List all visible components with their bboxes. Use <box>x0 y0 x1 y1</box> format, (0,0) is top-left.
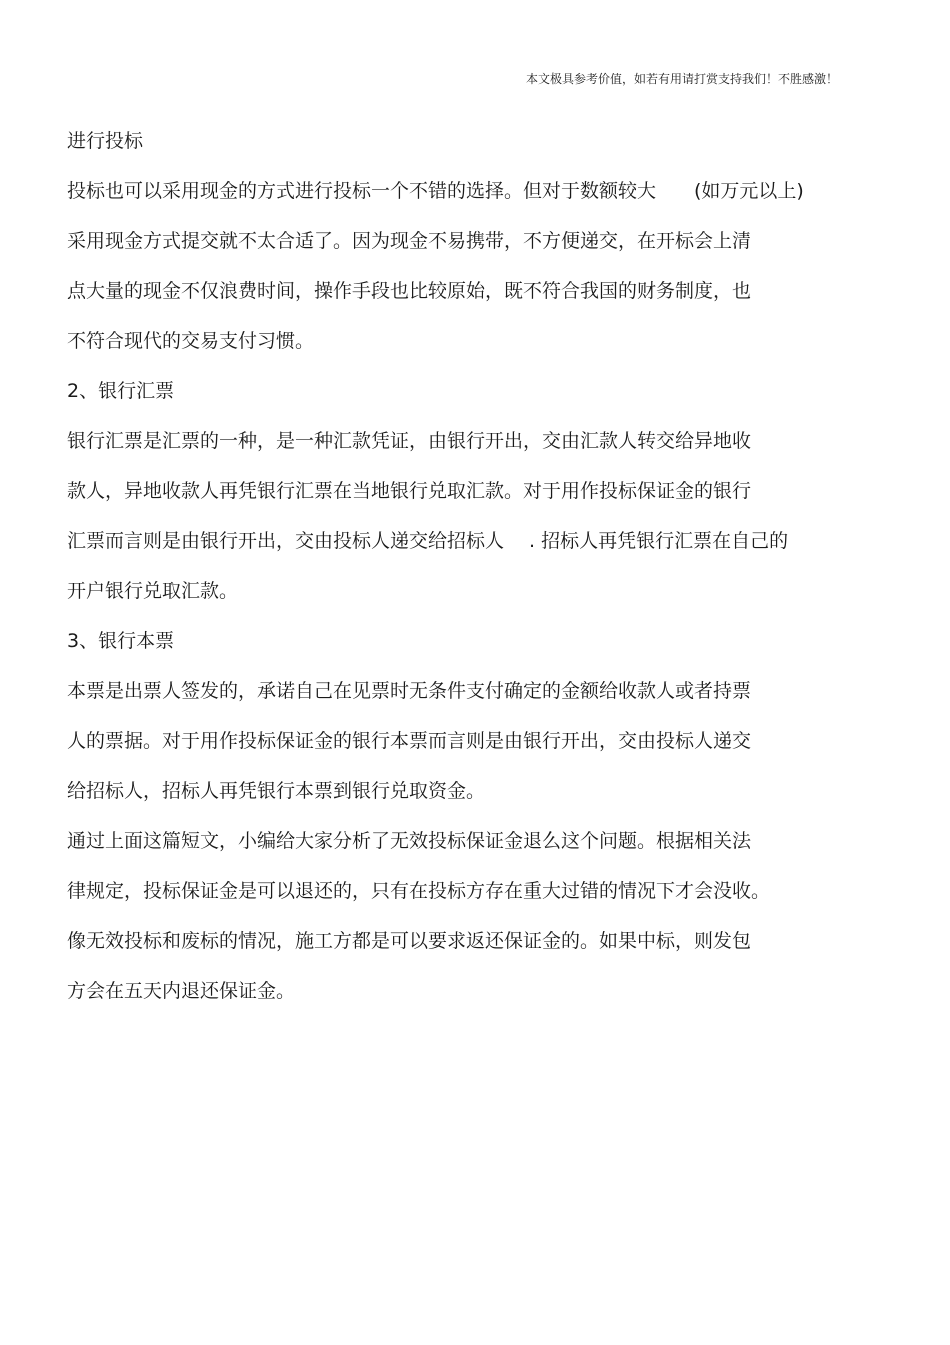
section-heading: 3、银行本票 <box>67 630 175 652</box>
paragraph-line: 开户银行兑取汇款。 <box>67 580 239 602</box>
paragraph-line: 汇票而言则是由银行开出，交由投标人递交给招标人 . 招标人再凭银行汇票在自己的 <box>67 530 789 552</box>
paragraph-line: 律规定，投标保证金是可以退还的，只有在投标方存在重大过错的情况下才会没收。 <box>67 880 771 902</box>
paragraph-line: 给招标人，招标人再凭银行本票到银行兑取资金。 <box>67 780 486 802</box>
paragraph-line: 不符合现代的交易支付习惯。 <box>67 330 315 352</box>
paragraph-line: 投标也可以采用现金的方式进行投标一个不错的选择。但对于数额较大 (如万元以上) <box>67 180 804 202</box>
paragraph-line: 人的票据。对于用作投标保证金的银行本票而言则是由银行开出，交由投标人递交 <box>67 730 752 752</box>
paragraph-line: 款人，异地收款人再凭银行汇票在当地银行兑取汇款。对于用作投标保证金的银行 <box>67 480 752 502</box>
paragraph-line: 本票是出票人签发的，承诺自己在见票时无条件支付确定的金额给收款人或者持票 <box>67 680 752 702</box>
paragraph-line: 采用现金方式提交就不太合适了。因为现金不易携带，不方便递交，在开标会上清 <box>67 230 752 252</box>
paragraph-line: 银行汇票是汇票的一种，是一种汇款凭证，由银行开出，交由汇款人转交给异地收 <box>67 430 752 452</box>
header-note: 本文极具参考价值，如若有用请打赏支持我们！不胜感激！ <box>525 72 838 86</box>
section-intro-line: 进行投标 <box>67 130 144 152</box>
paragraph-line: 像无效投标和废标的情况，施工方都是可以要求返还保证金的。如果中标，则发包 <box>67 930 752 952</box>
paragraph-line: 点大量的现金不仅浪费时间，操作手段也比较原始，既不符合我国的财务制度，也 <box>67 280 752 302</box>
paragraph-line: 通过上面这篇短文，小编给大家分析了无效投标保证金退么这个问题。根据相关法 <box>67 830 752 852</box>
section-heading: 2、银行汇票 <box>67 380 175 402</box>
paragraph-line: 方会在五天内退还保证金。 <box>67 980 296 1002</box>
